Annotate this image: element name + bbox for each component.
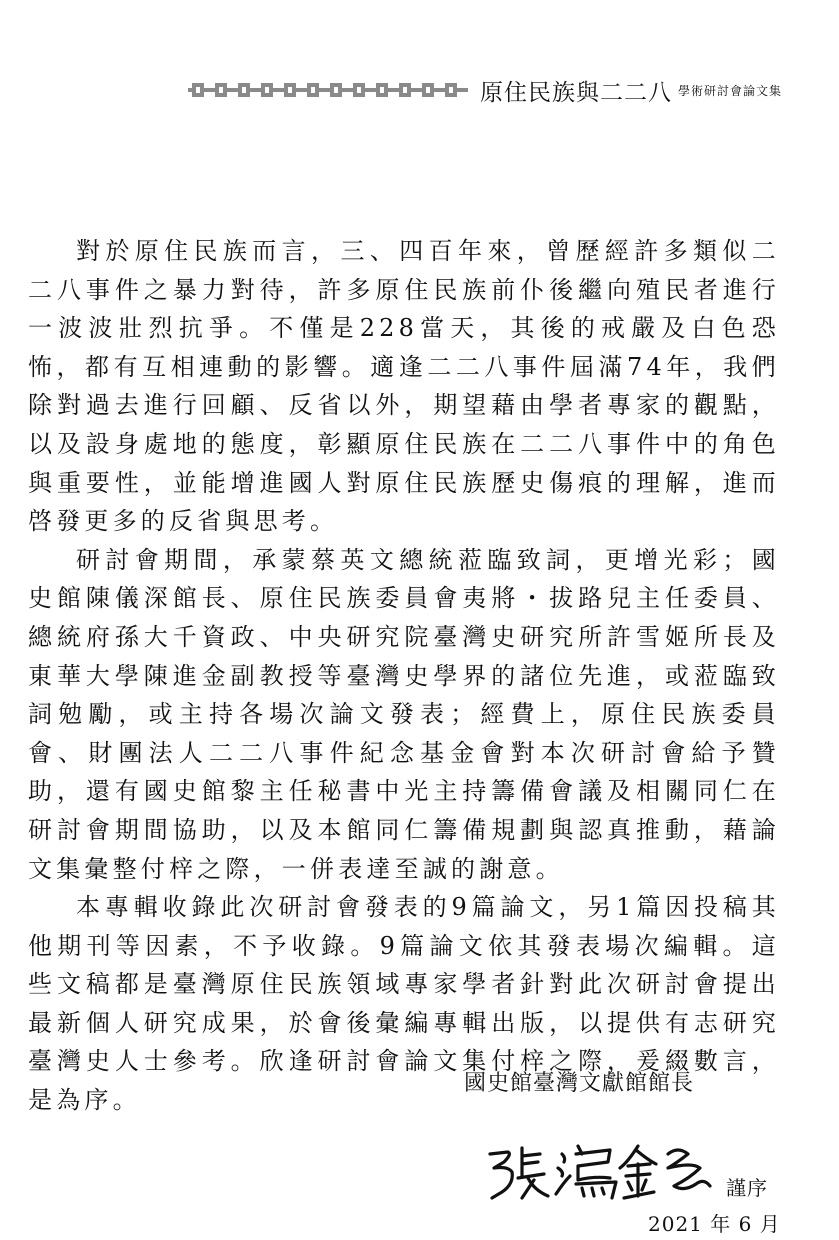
ornament-hole [403,87,407,93]
paragraph: 本專輯收錄此次研討會發表的9篇論文，另1篇因投稿其他期刊等因素，不予收錄。9篇論文依其發表場次編輯。這些文稿都是臺灣原住民族領域專家學者針對此次研討會提出最新個人研究成果，於會後彙編專輯出版，以提供有志研究臺灣史人士參考。欣逢研討會論文集付梓之際，爰綴數言，是為序。 [28,893,780,1115]
ornament-hole [426,87,430,93]
ornament-svg [188,80,468,100]
ornament-hole [196,87,200,93]
paragraph: 研討會期間，承蒙蔡英文總統蒞臨致詞，更增光彩；國史館陳儀深館長、原住民族委員會夷將・拔路兒主任委員、總統府孫大千資政、中央研究院臺灣史研究所許雪姬所長及東華大學陳進金副教授等臺灣史學界的諸位先進，或蒞臨致詞勉勵，或主持各場次論文發表；經費上，原住民族委員會、財團法人二二八事件紀念基金會對本次研討會給予贊助，還有國史館黎主任秘書中光主持籌備會議及相關同仁在研討會期間協助，以及本館同仁籌備規劃與認真推動，藉論文集彙整付梓之際，一併表達至誠的謝意。 [28,545,780,883]
handwritten-signature [478,1132,718,1212]
ornament-hole [311,87,315,93]
preface-body [28,232,780,1120]
signature-stroke [576,1146,616,1198]
ornament-hole [265,87,269,93]
signature-strokes [490,1146,710,1198]
signature-stroke [556,1154,570,1194]
signature-suffix: 謹序 [726,1176,768,1200]
book-subtitle: 學術研討會論文集 [678,83,783,98]
ornament-hole [219,87,223,93]
diamond-chain-ornament-icon [188,80,468,100]
ornament-hole [449,87,453,93]
ornament-hole [380,87,384,93]
ornament-hole [357,87,361,93]
signatory-organization: 國史館臺灣文獻館館長 [464,1071,695,1096]
ornament-hole [288,87,292,93]
book-title: 原住民族與二二八 [480,79,672,106]
signature-stroke [490,1152,512,1198]
signature-stroke [518,1148,548,1198]
signature-stroke [668,1150,710,1189]
paragraph: 對於原住民族而言，三、四百年來，曾歷經許多類似二二八事件之暴力對待，許多原住民族前仆後繼向殖民者進行一波波壯烈抗爭。不僅是228當天，其後的戒嚴及白色恐怖，都有互相連動的影響。適逢二二八事件屆滿74年，我們除對過去進行回顧、反省以外，期望藉由學者專家的觀點，以及設身處地的態度，彰顯原住民族在二二八事件中的角色與重要性，並能增進國人對原住民族歷史傷痕的理解，進而啓發更多的反省與思考。 [28,237,780,536]
page-header [188,72,788,108]
signature-date: 2021 年 6 月 [648,1212,781,1236]
ornament-hole [334,87,338,93]
signature-svg [478,1132,718,1212]
ornament-hole [242,87,246,93]
signature-stroke [620,1146,656,1198]
